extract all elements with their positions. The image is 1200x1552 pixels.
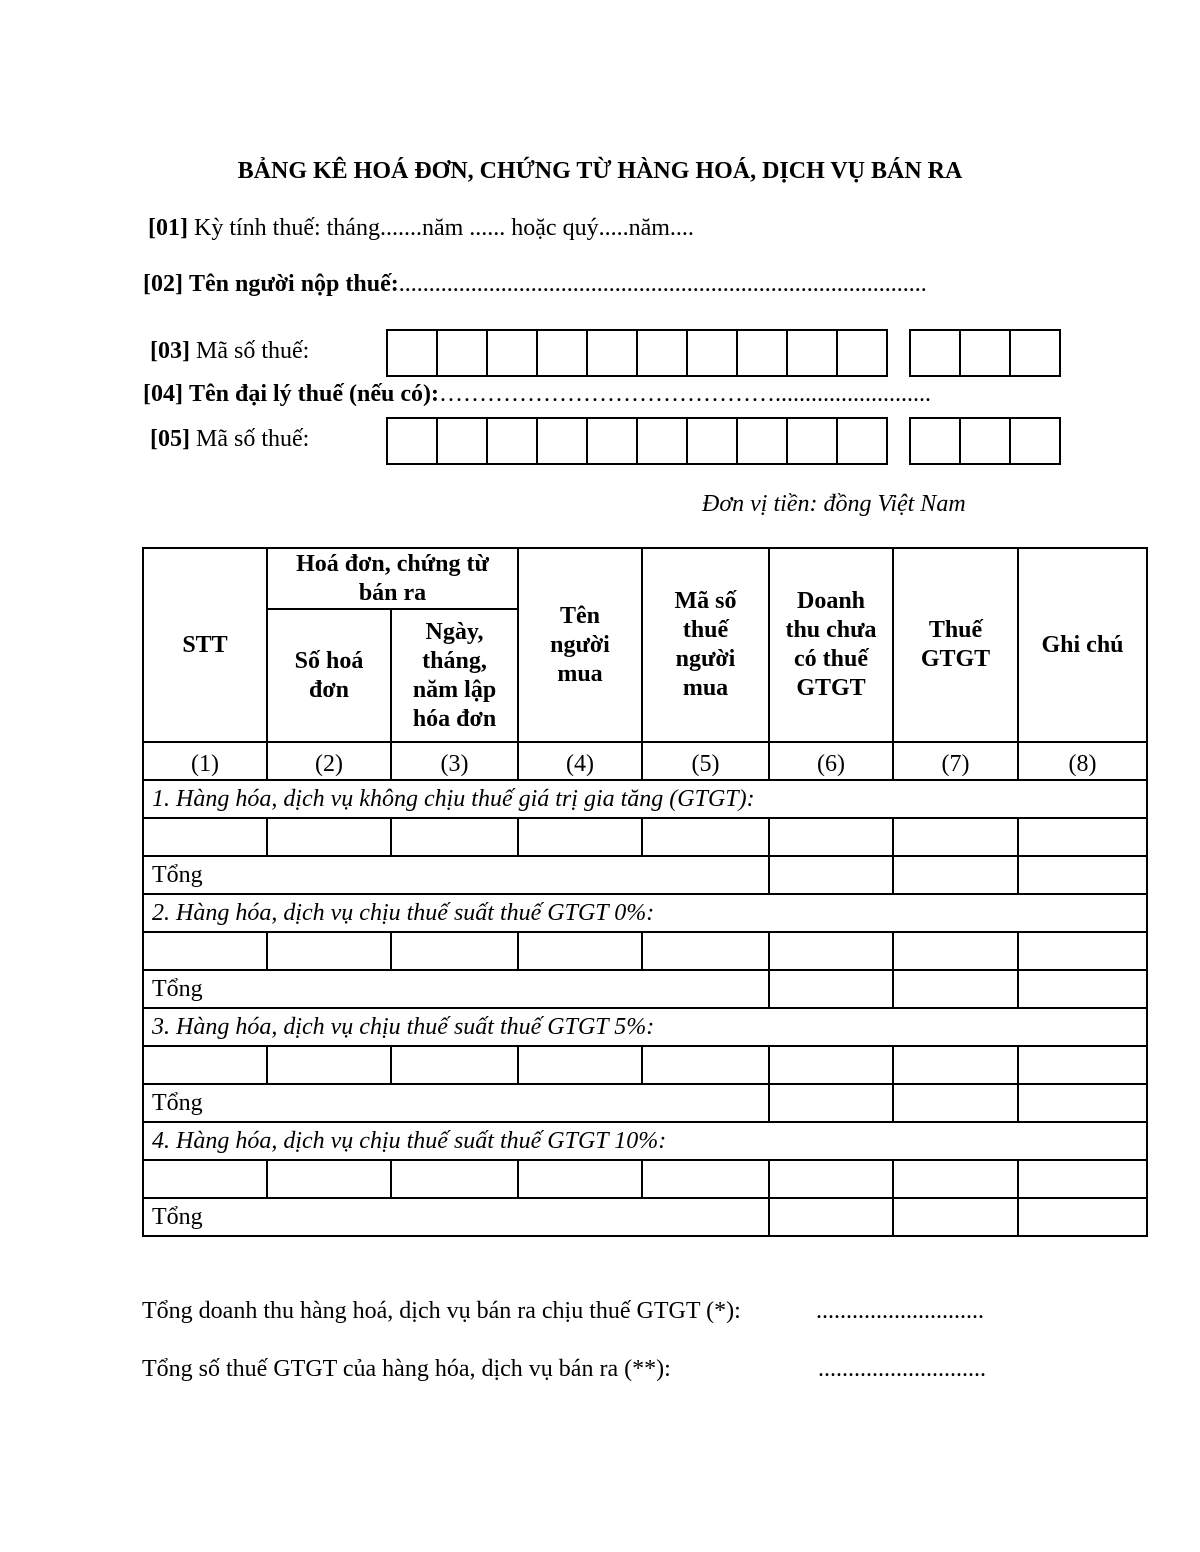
col-num: (8): [1018, 742, 1147, 780]
total-label-2: Tổng: [143, 970, 769, 1008]
section-row: [143, 1008, 1147, 1046]
cell[interactable]: [391, 1160, 518, 1198]
field-02: [143, 271, 927, 298]
field-05: [150, 426, 309, 453]
cell[interactable]: [143, 818, 267, 856]
digit-box[interactable]: [436, 417, 488, 465]
cell[interactable]: [642, 1160, 769, 1198]
cell[interactable]: [893, 818, 1018, 856]
cell[interactable]: [267, 932, 391, 970]
digit-box[interactable]: [1009, 329, 1061, 377]
cell[interactable]: [391, 818, 518, 856]
digit-box[interactable]: [909, 329, 961, 377]
total-revenue-cell[interactable]: [769, 856, 893, 894]
currency-unit: Đơn vị tiền: đồng Việt Nam: [702, 491, 966, 517]
cell[interactable]: [769, 818, 893, 856]
total-vat-cell[interactable]: [893, 1084, 1018, 1122]
digit-box[interactable]: [786, 417, 838, 465]
field-05-code: [05]: [150, 426, 190, 452]
section-row: [143, 780, 1147, 818]
header-invoice-group: Hoá đơn, chứng từ bán ra: [267, 548, 518, 609]
field-04-code: [04]: [143, 381, 183, 407]
digit-box[interactable]: [486, 329, 538, 377]
col-num: (2): [267, 742, 391, 780]
col-num: (7): [893, 742, 1018, 780]
digit-box[interactable]: [686, 417, 738, 465]
cell[interactable]: [518, 1046, 642, 1084]
table-row[interactable]: [143, 1160, 1147, 1198]
section-label-4: 4. Hàng hóa, dịch vụ chịu thuế suất thuế GTGT 10%:: [143, 1122, 1147, 1160]
digit-box[interactable]: [486, 417, 538, 465]
section-row: [143, 894, 1147, 932]
cell[interactable]: [518, 932, 642, 970]
header-invoice-no: Số hoá đơn: [267, 609, 391, 742]
total-row: [143, 1198, 1147, 1236]
total-note-cell[interactable]: [1018, 970, 1147, 1008]
header-note: Ghi chú: [1018, 548, 1147, 742]
header-stt: STT: [143, 548, 267, 742]
summary-vat-value[interactable]: ............................: [818, 1356, 986, 1382]
summary-revenue-value[interactable]: ............................: [816, 1298, 984, 1324]
cell[interactable]: [518, 1160, 642, 1198]
section-row: [143, 1122, 1147, 1160]
summary-revenue-label: Tổng doanh thu hàng hoá, dịch vụ bán ra chịu thuế GTGT (*):: [142, 1298, 741, 1324]
digit-box[interactable]: [636, 329, 688, 377]
field-02-dots[interactable]: ........................................................................................: [398, 271, 927, 297]
field-03: [150, 338, 309, 365]
section-label-1: 1. Hàng hóa, dịch vụ không chịu thuế giá trị gia tăng (GTGT):: [143, 780, 1147, 818]
cell[interactable]: [267, 1160, 391, 1198]
digit-box[interactable]: [536, 417, 588, 465]
cell[interactable]: [642, 932, 769, 970]
table-row[interactable]: [143, 932, 1147, 970]
page-title: BẢNG KÊ HOÁ ĐƠN, CHỨNG TỪ HÀNG HOÁ, DỊCH VỤ BÁN RA: [237, 158, 963, 184]
digit-box[interactable]: [786, 329, 838, 377]
cell[interactable]: [143, 1046, 267, 1084]
field-01: [148, 215, 694, 242]
digit-box[interactable]: [1009, 417, 1061, 465]
cell[interactable]: [391, 932, 518, 970]
cell[interactable]: [518, 818, 642, 856]
total-row: [143, 856, 1147, 894]
digit-box[interactable]: [536, 329, 588, 377]
field-04-dots[interactable]: ……………………………………..........................: [439, 381, 931, 407]
field-01-text: Kỳ tính thuế: tháng.......năm ...... hoặc quý.....năm....: [193, 215, 694, 241]
cell[interactable]: [642, 1046, 769, 1084]
total-revenue-cell[interactable]: [769, 1198, 893, 1236]
cell[interactable]: [391, 1046, 518, 1084]
digit-box[interactable]: [436, 329, 488, 377]
table-row[interactable]: [143, 1046, 1147, 1084]
col-num: (3): [391, 742, 518, 780]
cell[interactable]: [769, 932, 893, 970]
field-02-code: [02]: [143, 271, 183, 297]
col-num: (5): [642, 742, 769, 780]
col-num: (6): [769, 742, 893, 780]
cell[interactable]: [1018, 818, 1147, 856]
header-revenue: Doanh thu chưa có thuế GTGT: [769, 548, 893, 742]
total-vat-cell[interactable]: [893, 1198, 1018, 1236]
digit-box[interactable]: [636, 417, 688, 465]
field-04-label: Tên đại lý thuế (nếu có):: [188, 381, 439, 407]
total-label-3: Tổng: [143, 1084, 769, 1122]
digit-box[interactable]: [959, 329, 1011, 377]
cell[interactable]: [642, 818, 769, 856]
cell[interactable]: [1018, 1046, 1147, 1084]
total-row: [143, 1084, 1147, 1122]
cell[interactable]: [893, 1046, 1018, 1084]
total-note-cell[interactable]: [1018, 1084, 1147, 1122]
header-buyer-tax-code: Mã số thuế người mua: [642, 548, 769, 742]
digit-box[interactable]: [736, 417, 788, 465]
field-03-label: Mã số thuế:: [195, 338, 310, 364]
tax-code-boxes-05[interactable]: [386, 417, 888, 463]
header-buyer-name: Tên người mua: [518, 548, 642, 742]
section-label-2: 2. Hàng hóa, dịch vụ chịu thuế suất thuế GTGT 0%:: [143, 894, 1147, 932]
summary-vat-label: Tổng số thuế GTGT của hàng hóa, dịch vụ bán ra (**):: [142, 1356, 671, 1382]
total-revenue-cell[interactable]: [769, 1084, 893, 1122]
col-num: (1): [143, 742, 267, 780]
cell[interactable]: [267, 1046, 391, 1084]
cell[interactable]: [769, 1160, 893, 1198]
field-05-label: Mã số thuế:: [195, 426, 310, 452]
section-label-3: 3. Hàng hóa, dịch vụ chịu thuế suất thuế GTGT 5%:: [143, 1008, 1147, 1046]
header-vat: Thuế GTGT: [893, 548, 1018, 742]
field-01-code: [01]: [148, 215, 188, 241]
digit-box[interactable]: [586, 417, 638, 465]
total-vat-cell[interactable]: [893, 970, 1018, 1008]
digit-box[interactable]: [959, 417, 1011, 465]
header-row: [143, 548, 1147, 609]
invoice-table: [142, 547, 1148, 1237]
cell[interactable]: [893, 932, 1018, 970]
col-num: (4): [518, 742, 642, 780]
tax-code-suffix-boxes-05[interactable]: [909, 417, 1061, 463]
total-label-1: Tổng: [143, 856, 769, 894]
total-revenue-cell[interactable]: [769, 970, 893, 1008]
cell[interactable]: [267, 818, 391, 856]
digit-box[interactable]: [686, 329, 738, 377]
digit-box[interactable]: [386, 417, 438, 465]
digit-box[interactable]: [586, 329, 638, 377]
field-03-code: [03]: [150, 338, 190, 364]
total-note-cell[interactable]: [1018, 856, 1147, 894]
column-number-row: [143, 742, 1147, 780]
field-02-label: Tên người nộp thuế:: [188, 271, 399, 297]
cell[interactable]: [143, 932, 267, 970]
cell[interactable]: [1018, 932, 1147, 970]
digit-box[interactable]: [386, 329, 438, 377]
total-row: [143, 970, 1147, 1008]
tax-code-boxes-03[interactable]: [386, 329, 888, 375]
cell[interactable]: [143, 1160, 267, 1198]
total-vat-cell[interactable]: [893, 856, 1018, 894]
cell[interactable]: [1018, 1160, 1147, 1198]
total-note-cell[interactable]: [1018, 1198, 1147, 1236]
table-row[interactable]: [143, 818, 1147, 856]
digit-box[interactable]: [836, 329, 888, 377]
digit-box[interactable]: [736, 329, 788, 377]
digit-box[interactable]: [836, 417, 888, 465]
header-invoice-date: Ngày, tháng, năm lập hóa đơn: [391, 609, 518, 742]
tax-code-suffix-boxes-03[interactable]: [909, 329, 1061, 375]
field-04: [143, 381, 931, 408]
total-label-4: Tổng: [143, 1198, 769, 1236]
cell[interactable]: [893, 1160, 1018, 1198]
cell[interactable]: [769, 1046, 893, 1084]
digit-box[interactable]: [909, 417, 961, 465]
